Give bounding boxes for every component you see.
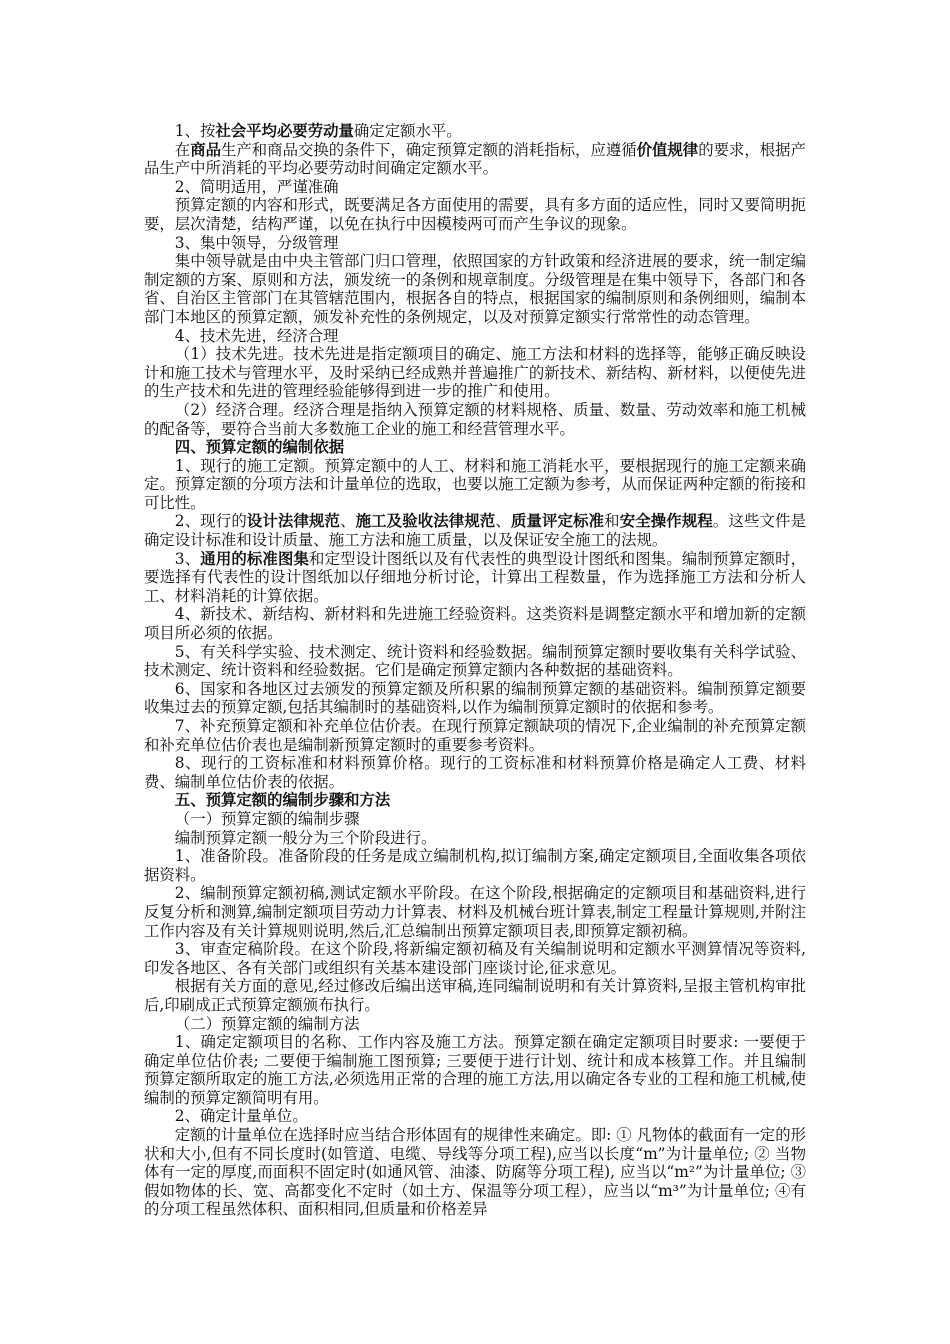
bold-term: 质量评定标准: [510, 512, 605, 531]
text-run: 3、集中领导，分级管理: [174, 233, 339, 252]
document-page: [144, 122, 806, 1219]
text-run: 5、有关科学实验、技术测定、统计资料和经验数据。编制预算定额时要收集有关科学试验、技术测定、统计资料和经验数据。它们是确定预算定额内各种数据的基础资料。: [144, 642, 806, 680]
text-run: 4、技术先进，经济合理: [174, 326, 339, 345]
text-run: 1、确定定额项目的名称、工作内容及施工方法。预算定额在确定定额项目时要求: 一要便于确定单位估价表; 二要便于编制施工图预算; 三要便于进行计划、统计和成本核算工作。并且编制预算定额所取定的施工方法,必须选用正常的合理的施工方法,用以确定各专业的工程和施工机械,使编制的预算定额简明有用。: [144, 1033, 806, 1107]
text-run: （2）经济合理。经济合理是指纳入预算定额的材料规格、质量、数量、劳动效率和施工机械的配备等，要符合当前大多数施工企业的施工和经营管理水平。: [144, 400, 806, 438]
paragraph: [144, 122, 806, 141]
paragraph: [144, 829, 806, 848]
text-run: 编制预算定额一般分为三个阶段进行。: [174, 828, 437, 847]
section-heading: [144, 791, 806, 810]
bold-term: 社会平均必要劳动量: [215, 122, 354, 140]
text-run: 预算定额的内容和形式，既要满足各方面使用的需要，具有多方面的适应性，同时又要简明扼要，层次清楚，结构严谨，以免在执行中因模棱两可而产生争议的现象。: [144, 196, 806, 233]
paragraph: [144, 234, 806, 253]
paragraph: [144, 1033, 806, 1107]
text-run: 1、按: [174, 122, 216, 140]
paragraph: [144, 252, 806, 326]
text-run: 四、预算定额的编制依据: [174, 438, 345, 457]
text-run: 2、编制预算定额初稿,测试定额水平阶段。在这个阶段,根据确定的定额项目和基础资料,进行反复分析和测算,编制定额项目劳动力计算表、材料及机械台班计算表,制定工程量计算规则,并附注工作内容及有关计算规则说明,然后,汇总编制出预算定额项目表,即预算定额初稿。: [144, 884, 806, 940]
paragraph: [144, 605, 806, 642]
text-run: 3、审查定稿阶段。在这个阶段,将新编定额初稿及有关编制说明和定额水平测算情况等资料,印发各地区、各有关部门或组织有关基本建设部门座谈讨论,征求意见。: [144, 940, 806, 977]
text-run: 3、: [174, 549, 201, 568]
paragraph: [144, 977, 806, 1014]
paragraph: [144, 680, 806, 717]
text-run: 的要求，根据产品生产中所消耗的平均必要劳动时间确定定额水平。: [144, 140, 806, 178]
paragraph: [144, 754, 806, 791]
paragraph: [144, 141, 806, 178]
paragraph: [144, 512, 806, 549]
text-run: 。这些文件是确定设计标准和设计质量、施工方法和施工质量，以及保证安全施工的法规。: [144, 512, 806, 550]
paragraph: [144, 1107, 806, 1126]
text-run: 确定定额水平。: [353, 122, 462, 140]
paragraph: [144, 810, 806, 829]
bold-term: 施工及验收法律规范: [355, 512, 496, 531]
section-heading: [144, 438, 806, 457]
paragraph: [144, 717, 806, 754]
text-run: 根据有关方面的意见,经过修改后编出送审稿,连同编制说明和有关计算资料,呈报主管机构审批后,印刷成正式预算定额颁布执行。: [144, 977, 806, 1014]
paragraph: [144, 401, 806, 438]
text-run: 定额的计量单位在选择时应当结合形体固有的规律性来确定。即: ① 凡物体的截面有一定的形状和大小,但有不同长度时(如管道、电缆、导线等分项工程),应当以长度“m”为计量单位; ② 当物体有一定的厚度,而面积不固定时(如通风管、油漆、防腐等分项工程), 应当以“m²”为计量单位; ③ 假如物体的长、宽、高都变化不定时（如土方、保温等分项工程），应当以“m³”为计量单位; ④有的分项工程虽然体积、面积相同,但质量和价格差异: [144, 1126, 806, 1219]
text-run: 生产和商品交换的条件下，确定预算定额的消耗指标，应遵循: [221, 140, 637, 159]
text-run: 7、补充预算定额和补充单位估价表。在现行预算定额缺项的情况下,企业编制的补充预算定额和补充单位估价表也是编制新预算定额时的重要参考资料。: [144, 717, 806, 754]
text-run: 4、新技术、新结构、新材料和先进施工经验资料。这类资料是调整定额水平和增加新的定额项目所必须的依据。: [144, 605, 806, 643]
paragraph: [144, 196, 806, 233]
bold-term: 商品: [190, 140, 221, 159]
text-run: 、: [340, 512, 356, 531]
paragraph: [144, 457, 806, 513]
text-run: 集中领导就是由中央主管部门归口管理，依照国家的方针政策和经济进展的要求，统一制定编制定额的方案、原则和方法，颁发统一的条例和规章制度。分级管理是在集中领导下，各部门和各省、自治区主管部门在其管辖范围内，根据各自的特点，根据国家的编制原则和条例细则，编制本部门本地区的预算定额，颁发补充性的条例规定，以及对预算定额实行常常性的动态管理。: [144, 252, 806, 326]
text-run: 和: [604, 512, 620, 531]
text-run: 1、准备阶段。准备阶段的任务是成立编制机构,拟订编制方案,确定定额项目,全面收集各项依据资料。: [144, 847, 806, 884]
text-run: 在: [174, 140, 191, 159]
bold-term: 安全操作规程: [619, 512, 713, 531]
paragraph: [144, 884, 806, 940]
paragraph: [144, 327, 806, 346]
text-run: 2、确定计量单位。: [174, 1107, 308, 1126]
paragraph: [144, 940, 806, 977]
paragraph: [144, 1015, 806, 1034]
text-run: 五、预算定额的编制步骤和方法: [174, 791, 391, 810]
paragraph: [144, 847, 806, 884]
text-run: 1、现行的施工定额。预算定额中的人工、材料和施工消耗水平，要根据现行的施工定额来确定。预算定额的分项方法和计量单位的选取，也要以施工定额为参考，从而保证两种定额的衔接和可比性。: [144, 456, 806, 512]
bold-term: 价值规律: [636, 140, 699, 159]
paragraph: [144, 1126, 806, 1219]
text-run: 、: [495, 512, 511, 531]
text-run: 8、现行的工资标准和材料预算价格。现行的工资标准和材料预算价格是确定人工费、材料费、编制单位估价表的依据。: [144, 754, 806, 791]
paragraph: [144, 178, 806, 197]
bold-term: 通用的标准图集: [200, 549, 310, 568]
paragraph: [144, 345, 806, 401]
text-run: 2、现行的: [174, 512, 247, 531]
paragraph: [144, 550, 806, 606]
text-run: （1）技术先进。技术先进是指定额项目的确定、施工方法和材料的选择等，能够正确反映设计和施工技术与管理水平，及时采纳已经成熟并普遍推广的新技术、新结构、新材料，以便使先进的生产技术和先进的管理经验能够得到进一步的推广和使用。: [144, 345, 806, 401]
text-run: （一）预算定额的编制步骤: [174, 809, 360, 828]
paragraph: [144, 643, 806, 680]
text-run: （二）预算定额的编制方法: [174, 1014, 360, 1033]
text-run: 6、国家和各地区过去颁发的预算定额及所积累的编制预算定额的基础资料。编制预算定额要收集过去的预算定额,包括其编制时的基础资料,以作为编制预算定额时的依据和参考。: [144, 679, 806, 717]
text-run: 和定型设计图纸以及有代表性的典型设计图纸和图集。编制预算定额时，要选择有代表性的设计图纸加以仔细地分析讨论，计算出工程数量，作为选择施工方法和分析人工、材料消耗的计算依据。: [144, 549, 806, 605]
bold-term: 设计法律规范: [246, 512, 341, 531]
text-run: 2、简明适用，严谨准确: [174, 177, 339, 196]
